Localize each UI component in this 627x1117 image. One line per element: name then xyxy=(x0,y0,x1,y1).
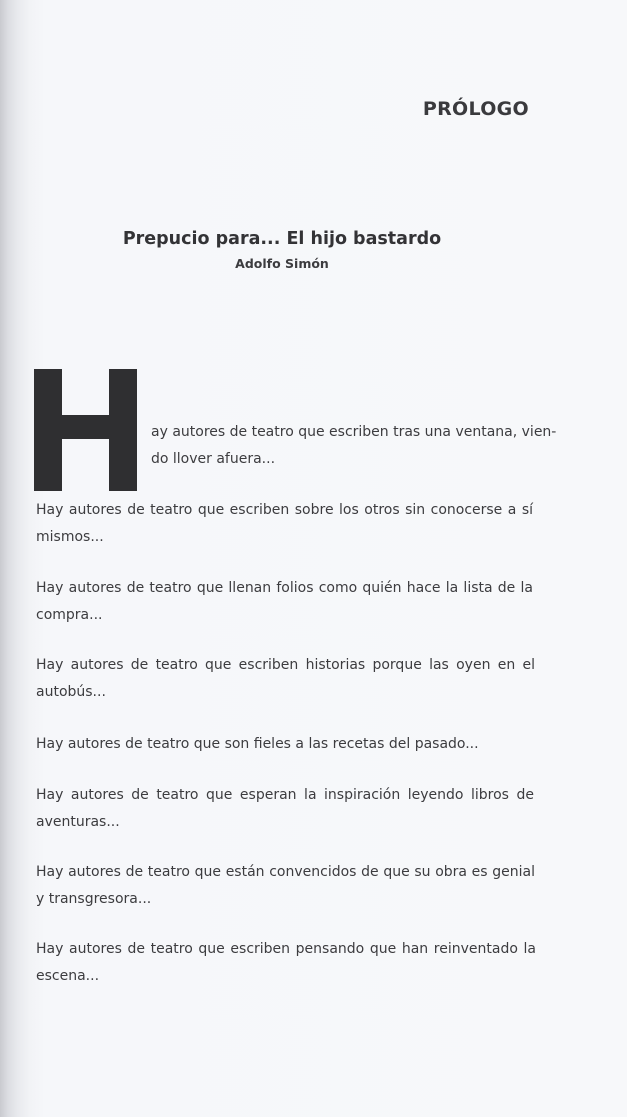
paragraph-4-line-1: Hay autores de teatro que escriben historias porque las oyen en el xyxy=(36,657,535,673)
paragraph-2-line-1: Hay autores de teatro que escriben sobre los otros sin conocerse a sí xyxy=(36,502,533,518)
paragraph-7-line-1: Hay autores de teatro que están convencidos de que su obra es genial xyxy=(36,864,535,880)
paragraph-4-line-2: autobús... xyxy=(36,684,106,700)
dropcap-letter xyxy=(34,369,137,491)
paragraph-7-line-2: y transgresora... xyxy=(36,891,152,907)
paragraph-8-line-1: Hay autores de teatro que escriben pensando que han reinventado la xyxy=(36,941,536,957)
paragraph-6-line-1: Hay autores de teatro que esperan la inspiración leyendo libros de xyxy=(36,787,534,803)
paragraph-3-line-2: compra... xyxy=(36,607,103,623)
paragraph-3-line-1: Hay autores de teatro que llenan folios como quién hace la lista de la xyxy=(36,580,533,596)
paragraph-2-line-2: mismos... xyxy=(36,529,104,545)
paragraph-1-line-1: ay autores de teatro que escriben tras una ventana, vien- xyxy=(151,424,557,440)
section-title: PRÓLOGO xyxy=(422,98,529,120)
essay-title: Prepucio para... El hijo bastardo xyxy=(122,229,442,249)
essay-author: Adolfo Simón xyxy=(235,256,329,271)
paragraph-8-line-2: escena... xyxy=(36,968,100,984)
paragraph-5-line-1: Hay autores de teatro que son fieles a las recetas del pasado... xyxy=(36,736,479,752)
paragraph-6-line-2: aventuras... xyxy=(36,814,120,830)
paragraph-1-line-2: do llover afuera... xyxy=(151,451,276,467)
